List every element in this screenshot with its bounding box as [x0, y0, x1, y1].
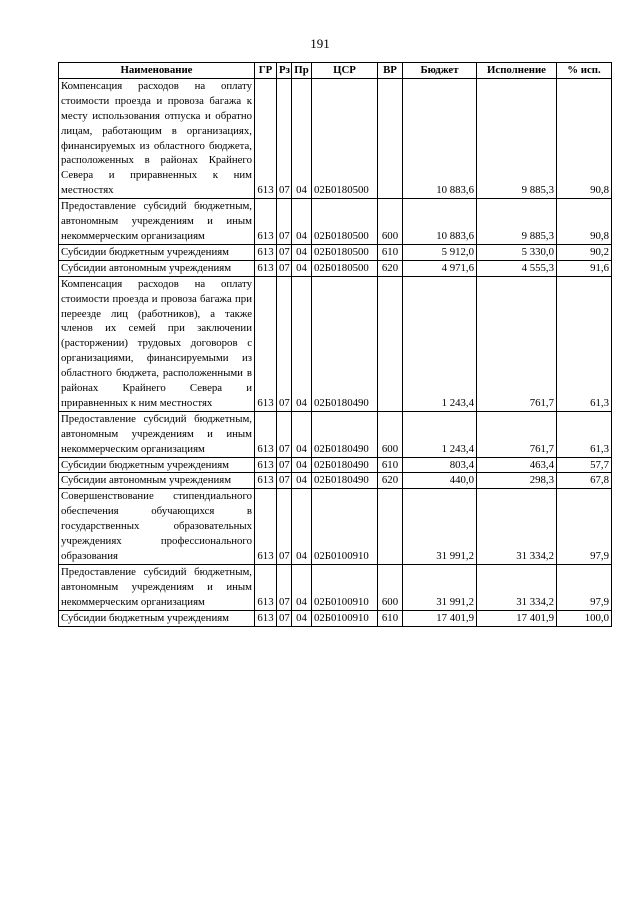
cell-csr: 02Б0100910	[312, 564, 378, 610]
table-row	[59, 473, 612, 489]
header-vr: ВР	[378, 63, 403, 79]
cell-rz: 07	[277, 411, 292, 457]
cell-name: Компенсация расходов на оплату стоимости проезда и провоза багажа к месту использования отпуска и обратно лицам, работающим в организациях, финансируемых из областного бюджета, расположенных в районах Крайнего Севера и приравненных к ним местностях	[59, 78, 255, 198]
cell-execution: 31 334,2	[477, 489, 557, 565]
cell-gr: 613	[255, 457, 277, 473]
cell-gr: 613	[255, 473, 277, 489]
cell-rz: 07	[277, 276, 292, 411]
cell-name: Субсидии бюджетным учреждениям	[59, 244, 255, 260]
cell-vr: 600	[378, 199, 403, 245]
header-name: Наименование	[59, 63, 255, 79]
cell-pr: 04	[292, 473, 312, 489]
cell-budget: 4 971,6	[403, 260, 477, 276]
page-number: 191	[310, 36, 330, 51]
cell-percent: 90,2	[557, 244, 612, 260]
header-percent: % исп.	[557, 63, 612, 79]
cell-csr: 02Б0180490	[312, 473, 378, 489]
cell-csr: 02Б0180490	[312, 411, 378, 457]
cell-percent: 100,0	[557, 610, 612, 626]
cell-vr	[378, 276, 403, 411]
cell-budget: 17 401,9	[403, 610, 477, 626]
table-row	[59, 199, 612, 245]
cell-name: Субсидии бюджетным учреждениям	[59, 610, 255, 626]
cell-budget: 10 883,6	[403, 78, 477, 198]
cell-rz: 07	[277, 473, 292, 489]
header-execution: Исполнение	[477, 63, 557, 79]
table-header-row	[59, 63, 612, 79]
cell-vr: 610	[378, 457, 403, 473]
table-body	[59, 78, 612, 626]
cell-pr: 04	[292, 411, 312, 457]
cell-budget: 440,0	[403, 473, 477, 489]
cell-csr: 02Б0180500	[312, 260, 378, 276]
cell-name: Предоставление субсидий бюджетным, автономным учреждениям и иным некоммерческим организациям	[59, 199, 255, 245]
cell-budget: 1 243,4	[403, 276, 477, 411]
cell-budget: 803,4	[403, 457, 477, 473]
cell-name: Субсидии бюджетным учреждениям	[59, 457, 255, 473]
cell-rz: 07	[277, 199, 292, 245]
cell-vr	[378, 489, 403, 565]
cell-pr: 04	[292, 489, 312, 565]
cell-rz: 07	[277, 610, 292, 626]
cell-name: Субсидии автономным учреждениям	[59, 260, 255, 276]
cell-csr: 02Б0180500	[312, 78, 378, 198]
table-row	[59, 489, 612, 565]
cell-execution: 9 885,3	[477, 199, 557, 245]
cell-pr: 04	[292, 564, 312, 610]
cell-execution: 9 885,3	[477, 78, 557, 198]
cell-vr: 610	[378, 610, 403, 626]
cell-execution: 298,3	[477, 473, 557, 489]
table-row	[59, 564, 612, 610]
cell-rz: 07	[277, 457, 292, 473]
cell-execution: 463,4	[477, 457, 557, 473]
cell-percent: 97,9	[557, 564, 612, 610]
cell-percent: 61,3	[557, 276, 612, 411]
cell-vr: 620	[378, 473, 403, 489]
cell-name: Совершенствование стипендиального обеспечения обучающихся в государственных образовательных учреждениях профессионального образования	[59, 489, 255, 565]
cell-pr: 04	[292, 457, 312, 473]
cell-gr: 613	[255, 411, 277, 457]
cell-execution: 761,7	[477, 276, 557, 411]
cell-gr: 613	[255, 199, 277, 245]
cell-name: Предоставление субсидий бюджетным, автономным учреждениям и иным некоммерческим организациям	[59, 411, 255, 457]
cell-gr: 613	[255, 260, 277, 276]
cell-rz: 07	[277, 78, 292, 198]
cell-pr: 04	[292, 244, 312, 260]
header-pr: Пр	[292, 63, 312, 79]
cell-vr: 600	[378, 411, 403, 457]
header-csr: ЦСР	[312, 63, 378, 79]
cell-percent: 90,8	[557, 199, 612, 245]
cell-budget: 10 883,6	[403, 199, 477, 245]
cell-pr: 04	[292, 260, 312, 276]
budget-table	[58, 62, 612, 627]
cell-execution: 4 555,3	[477, 260, 557, 276]
cell-percent: 97,9	[557, 489, 612, 565]
cell-name: Предоставление субсидий бюджетным, автономным учреждениям и иным некоммерческим организациям	[59, 564, 255, 610]
cell-csr: 02Б0100910	[312, 489, 378, 565]
cell-vr: 600	[378, 564, 403, 610]
cell-rz: 07	[277, 260, 292, 276]
cell-gr: 613	[255, 489, 277, 565]
table-row	[59, 457, 612, 473]
cell-vr	[378, 78, 403, 198]
cell-name: Субсидии автономным учреждениям	[59, 473, 255, 489]
cell-csr: 02Б0180500	[312, 199, 378, 245]
cell-budget: 31 991,2	[403, 564, 477, 610]
header-budget: Бюджет	[403, 63, 477, 79]
cell-percent: 57,7	[557, 457, 612, 473]
cell-pr: 04	[292, 610, 312, 626]
cell-csr: 02Б0180490	[312, 457, 378, 473]
cell-gr: 613	[255, 610, 277, 626]
table-row	[59, 411, 612, 457]
table-row	[59, 78, 612, 198]
cell-execution: 31 334,2	[477, 564, 557, 610]
table-row	[59, 610, 612, 626]
cell-percent: 90,8	[557, 78, 612, 198]
cell-execution: 5 330,0	[477, 244, 557, 260]
cell-vr: 620	[378, 260, 403, 276]
cell-rz: 07	[277, 244, 292, 260]
cell-vr: 610	[378, 244, 403, 260]
cell-pr: 04	[292, 199, 312, 245]
cell-budget: 5 912,0	[403, 244, 477, 260]
table-row	[59, 260, 612, 276]
cell-percent: 61,3	[557, 411, 612, 457]
cell-execution: 761,7	[477, 411, 557, 457]
table-row	[59, 276, 612, 411]
cell-rz: 07	[277, 489, 292, 565]
cell-budget: 31 991,2	[403, 489, 477, 565]
cell-rz: 07	[277, 564, 292, 610]
cell-gr: 613	[255, 244, 277, 260]
cell-csr: 02Б0180500	[312, 244, 378, 260]
cell-csr: 02Б0180490	[312, 276, 378, 411]
cell-gr: 613	[255, 78, 277, 198]
cell-name: Компенсация расходов на оплату стоимости проезда и провоза багажа при переезде лиц (работников), а также членов их семей при заключении (расторжении) трудовых договоров с организациями, финансируемыми из областного бюджета, расположенными в районах Крайнего Севера и приравненных к ним местностях	[59, 276, 255, 411]
cell-percent: 91,6	[557, 260, 612, 276]
cell-budget: 1 243,4	[403, 411, 477, 457]
cell-gr: 613	[255, 276, 277, 411]
header-rz: Рз	[277, 63, 292, 79]
cell-execution: 17 401,9	[477, 610, 557, 626]
cell-csr: 02Б0100910	[312, 610, 378, 626]
cell-percent: 67,8	[557, 473, 612, 489]
cell-pr: 04	[292, 78, 312, 198]
cell-pr: 04	[292, 276, 312, 411]
table-row	[59, 244, 612, 260]
cell-gr: 613	[255, 564, 277, 610]
header-gr: ГР	[255, 63, 277, 79]
